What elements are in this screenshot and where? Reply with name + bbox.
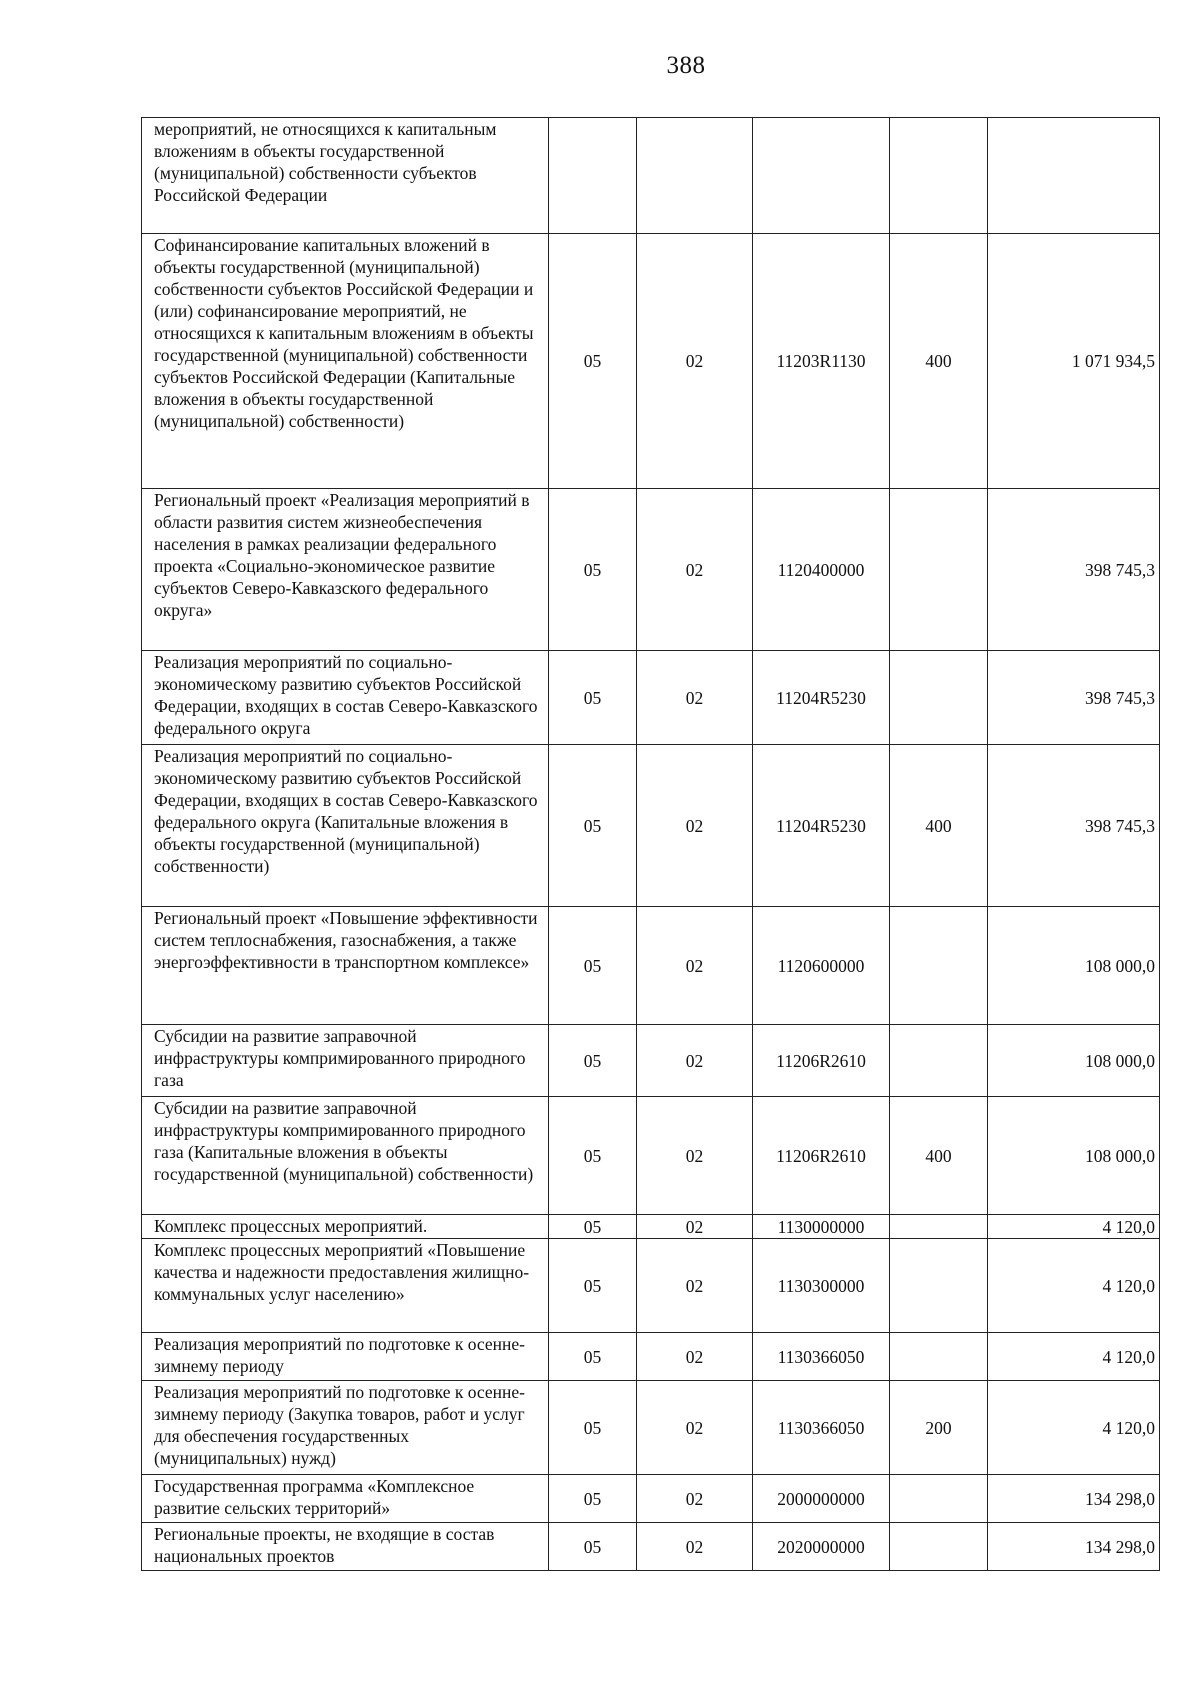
amount-cell: 4 120,0: [988, 1215, 1160, 1239]
section-code-cell: 05: [549, 489, 637, 651]
target-article-cell: 11203R1130: [753, 234, 890, 489]
section-code-cell: 05: [549, 1215, 637, 1239]
expense-type-cell: [890, 1025, 988, 1097]
row-name-cell: Софинансирование капитальных вложений в объекты государственной (муниципальной) собственности субъектов Российской Федерации и (или) софинансирование мероприятий, не относящихся к капитальным вложениям в объекты государственной (муниципальной) собственности субъектов Российской Федерации (Капитальные вложения в объекты государственной (муниципальной) собственности): [142, 234, 549, 489]
section-code-cell: [549, 118, 637, 234]
subsection-code-cell: 02: [637, 1097, 753, 1215]
row-name-cell: Региональный проект «Повышение эффективности систем теплоснабжения, газоснабжения, а также энергоэффективности в транспортном комплексе»: [142, 907, 549, 1025]
amount-cell: 108 000,0: [988, 907, 1160, 1025]
subsection-code-cell: 02: [637, 907, 753, 1025]
target-article-cell: 1120400000: [753, 489, 890, 651]
target-article-cell: 11204R5230: [753, 745, 890, 907]
row-name-cell: Комплекс процессных мероприятий «Повышение качества и надежности предоставления жилищно-коммунальных услуг населению»: [142, 1239, 549, 1333]
amount-cell: 108 000,0: [988, 1025, 1160, 1097]
amount-cell: 4 120,0: [988, 1333, 1160, 1381]
table-row: [142, 907, 1160, 1025]
expense-type-cell: [890, 1523, 988, 1571]
subsection-code-cell: 02: [637, 1025, 753, 1097]
table-row: [142, 1381, 1160, 1475]
table-row: [142, 651, 1160, 745]
target-article-cell: [753, 118, 890, 234]
section-code-cell: 05: [549, 1097, 637, 1215]
table-row: [142, 1523, 1160, 1571]
section-code-cell: 05: [549, 745, 637, 907]
subsection-code-cell: 02: [637, 1215, 753, 1239]
section-code-cell: 05: [549, 1025, 637, 1097]
row-name-cell: Реализация мероприятий по подготовке к осенне-зимнему периоду (Закупка товаров, работ и услуг для обеспечения государственных (муниципальных) нужд): [142, 1381, 549, 1475]
amount-cell: 398 745,3: [988, 489, 1160, 651]
amount-cell: 398 745,3: [988, 651, 1160, 745]
row-name-cell: Государственная программа «Комплексное развитие сельских территорий»: [142, 1475, 549, 1523]
table-row: [142, 234, 1160, 489]
table-row: [142, 118, 1160, 234]
section-code-cell: 05: [549, 234, 637, 489]
expense-type-cell: [890, 1239, 988, 1333]
target-article-cell: 1130366050: [753, 1381, 890, 1475]
row-name-cell: Субсидии на развитие заправочной инфраструктуры компримированного природного газа (Капитальные вложения в объекты государственной (муниципальной) собственности): [142, 1097, 549, 1215]
expense-type-cell: [890, 489, 988, 651]
amount-cell: 1 071 934,5: [988, 234, 1160, 489]
expense-type-cell: 400: [890, 234, 988, 489]
section-code-cell: 05: [549, 1239, 637, 1333]
row-name-cell: Субсидии на развитие заправочной инфраструктуры компримированного природного газа: [142, 1025, 549, 1097]
budget-table: [141, 117, 1160, 1571]
target-article-cell: 1130300000: [753, 1239, 890, 1333]
table-row: [142, 1097, 1160, 1215]
amount-cell: 4 120,0: [988, 1381, 1160, 1475]
row-name-cell: Реализация мероприятий по социально-экономическому развитию субъектов Российской Федерации, входящих в состав Северо-Кавказского федерального округа: [142, 651, 549, 745]
table-row: [142, 1239, 1160, 1333]
expense-type-cell: [890, 1215, 988, 1239]
row-name-cell: Региональные проекты, не входящие в состав национальных проектов: [142, 1523, 549, 1571]
target-article-cell: 11206R2610: [753, 1025, 890, 1097]
target-article-cell: 11204R5230: [753, 651, 890, 745]
table-row: [142, 1475, 1160, 1523]
subsection-code-cell: 02: [637, 1333, 753, 1381]
expense-type-cell: [890, 1475, 988, 1523]
amount-cell: [988, 118, 1160, 234]
amount-cell: 398 745,3: [988, 745, 1160, 907]
table-row: [142, 1333, 1160, 1381]
table-row: [142, 489, 1160, 651]
budget-table-body: [142, 118, 1160, 1571]
target-article-cell: 2000000000: [753, 1475, 890, 1523]
subsection-code-cell: 02: [637, 489, 753, 651]
amount-cell: 134 298,0: [988, 1523, 1160, 1571]
row-name-cell: Региональный проект «Реализация мероприятий в области развития систем жизнеобеспечения населения в рамках реализации федерального проекта «Социально-экономическое развитие субъектов Северо-Кавказского федерального округа»: [142, 489, 549, 651]
subsection-code-cell: 02: [637, 1381, 753, 1475]
target-article-cell: 2020000000: [753, 1523, 890, 1571]
page-number: 388: [666, 52, 706, 79]
amount-cell: 134 298,0: [988, 1475, 1160, 1523]
expense-type-cell: 400: [890, 1097, 988, 1215]
section-code-cell: 05: [549, 907, 637, 1025]
target-article-cell: 1130366050: [753, 1333, 890, 1381]
expense-type-cell: [890, 651, 988, 745]
table-row: [142, 1025, 1160, 1097]
expense-type-cell: [890, 1333, 988, 1381]
table-row: [142, 1215, 1160, 1239]
amount-cell: 108 000,0: [988, 1097, 1160, 1215]
expense-type-cell: 200: [890, 1381, 988, 1475]
row-name-cell: Реализация мероприятий по подготовке к осенне-зимнему периоду: [142, 1333, 549, 1381]
expense-type-cell: 400: [890, 745, 988, 907]
amount-cell: 4 120,0: [988, 1239, 1160, 1333]
section-code-cell: 05: [549, 1381, 637, 1475]
subsection-code-cell: 02: [637, 1475, 753, 1523]
subsection-code-cell: 02: [637, 745, 753, 907]
target-article-cell: 1130000000: [753, 1215, 890, 1239]
target-article-cell: 11206R2610: [753, 1097, 890, 1215]
section-code-cell: 05: [549, 651, 637, 745]
row-name-cell: Реализация мероприятий по социально-экономическому развитию субъектов Российской Федерации, входящих в состав Северо-Кавказского федерального округа (Капитальные вложения в объекты государственной (муниципальной) собственности): [142, 745, 549, 907]
section-code-cell: 05: [549, 1475, 637, 1523]
section-code-cell: 05: [549, 1523, 637, 1571]
expense-type-cell: [890, 118, 988, 234]
subsection-code-cell: 02: [637, 1523, 753, 1571]
section-code-cell: 05: [549, 1333, 637, 1381]
row-name-cell: Комплекс процессных мероприятий.: [142, 1215, 549, 1239]
expense-type-cell: [890, 907, 988, 1025]
subsection-code-cell: 02: [637, 234, 753, 489]
table-row: [142, 745, 1160, 907]
target-article-cell: 1120600000: [753, 907, 890, 1025]
subsection-code-cell: 02: [637, 1239, 753, 1333]
subsection-code-cell: 02: [637, 651, 753, 745]
subsection-code-cell: [637, 118, 753, 234]
row-name-cell: мероприятий, не относящихся к капитальным вложениям в объекты государственной (муниципальной) собственности субъектов Российской Федерации: [142, 118, 549, 234]
